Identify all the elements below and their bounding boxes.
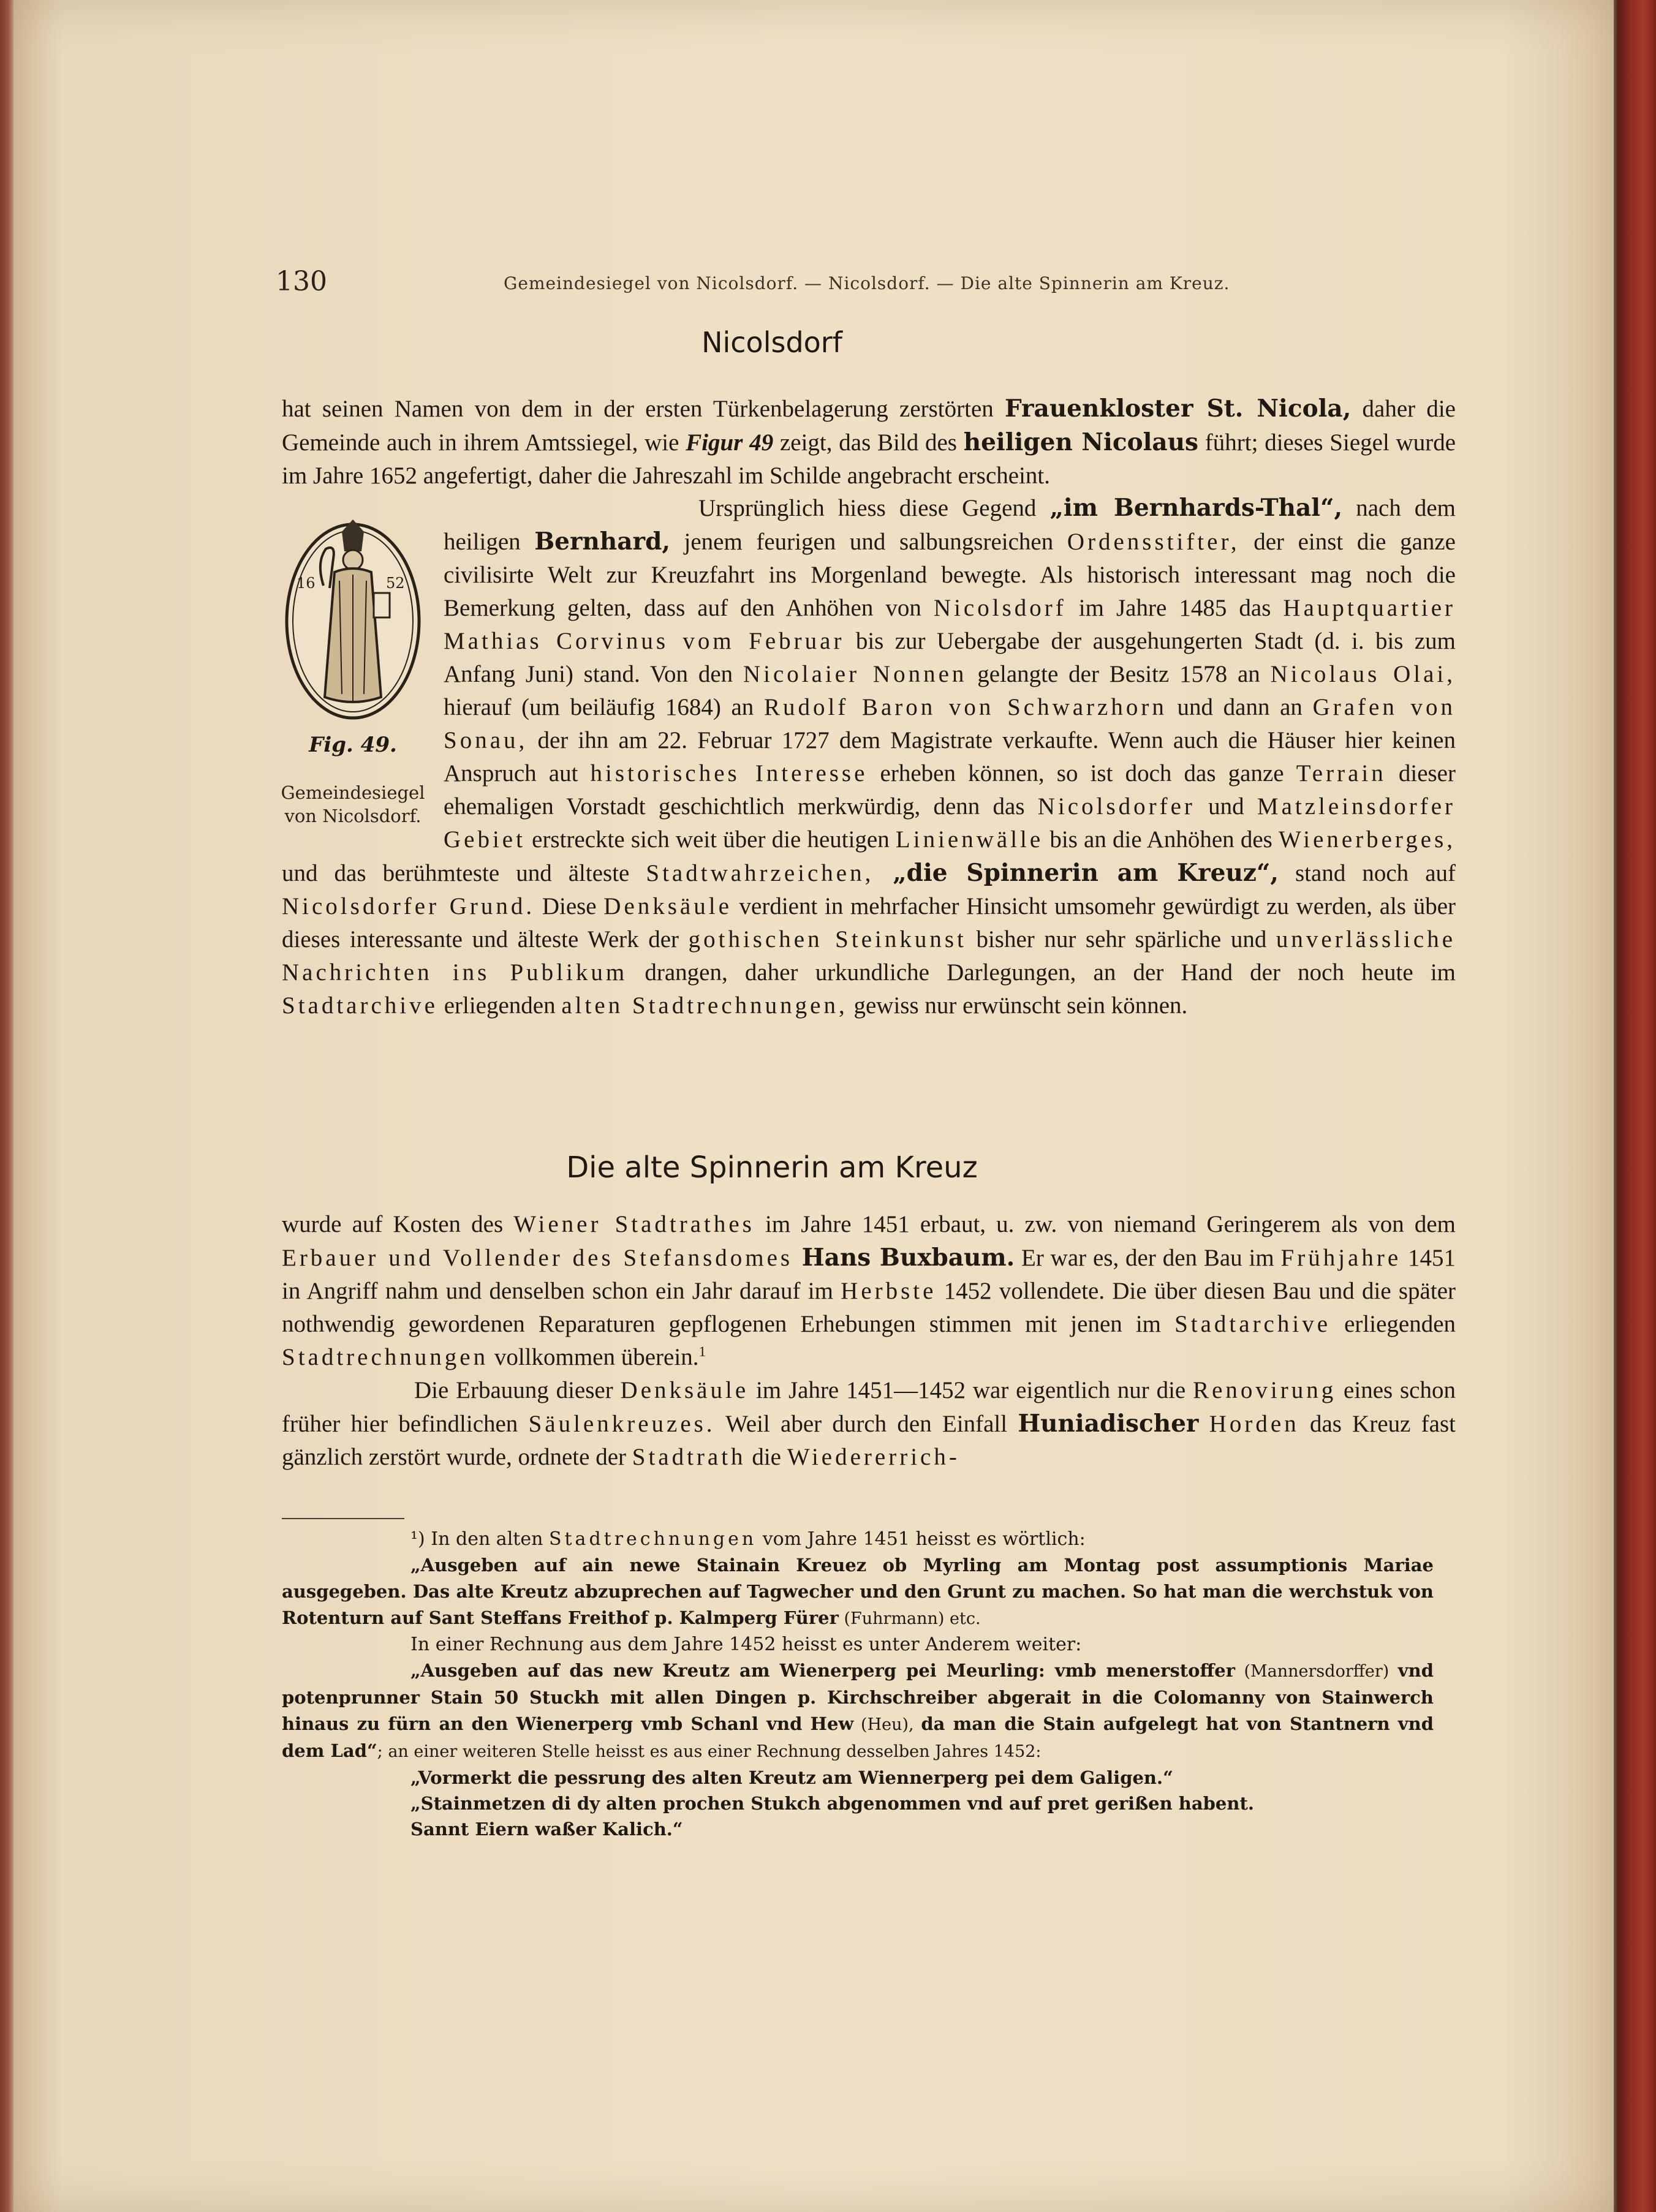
running-title: Gemeindesiegel von Nicolsdorf. — Nicolsdorf. — Die alte Spinnerin am Kreuz. [504, 273, 1230, 293]
seal-year-right: 52 [386, 575, 405, 592]
footnote-2-quote: „Ausgeben auf das new Kreutz am Wienerperg pei Meurling: vmb menerstoffer (Mannersdorffer) vnd potenprunner Stain 50 Stuckh mit allen Dingen p. Kirchschreiber abgerait in die Colomanny von Stainwerch hinaus zu fürn an den Wienerperg vmb Schanl vnd Hew (Heu), da man die Stain aufgelegt hat von Stantnern vnd dem Lad“; an einer weiteren Stelle heisst es aus einer Rechnung desselben Jahres 1452: [282, 1660, 1434, 1761]
footnote-divider [282, 1518, 404, 1519]
footnotes [282, 1527, 1434, 1842]
footnote-1-quote: „Ausgeben auf ain newe Stainain Kreuez ob Myrling am Montag post assumptionis Mariae ausgegeben. Das alte Kreutz abzuprechen auf Tagwecher und den Grunt zu machen. So hat man die werchstuk von Rotenturn auf Sant Steffans Freithof p. Kalmperg Fürer (Fuhrmann) etc. [282, 1555, 1434, 1628]
section2-body: wurde auf Kosten des Wiener Stadtrathes im Jahre 1451 erbaut, u. zw. von niemand Geringerem als von dem Erbauer und Vollender des Stefansdomes Hans Buxbaum. Er war es, der den Bau im Frühjahre 1451 in Angriff nahm und denselben schon ein Jahr darauf im Herbste 1452 vollendete. Die über diesen Bau und die später nothwendig gewordenen Reparaturen gepflogenen Erhebungen stimmen mit jenen im Stadtarchive erliegenden Stadtrechnungen vollkommen überein.$^1$ Die Erbauung dieser Denksäule im Jahre 1451—1452 war eigentlich nur die Renovirung eines schon früher hier befindlichen Säulenkreuzes. Weil aber durch den Einfall Huniadischer Horden das Kreuz fast gänzlich zerstört wurde, ordnete der Stadtrath die Wiedererrich- [282, 1211, 1456, 1470]
footnote-marker: 1 [698, 1344, 706, 1360]
book-spine-edge [0, 0, 13, 2212]
footnote-1-intro: ¹) In den alten Stadtrechnungen vom Jahre 1451 heisst es wörtlich: [410, 1528, 1086, 1550]
section-title-spinnerin: Die alte Spinnerin am Kreuz [566, 1150, 978, 1185]
footnote-4a: „Stainmetzen di dy alten prochen Stukch abgenommen vnd auf pret gerißen habent. [410, 1793, 1254, 1814]
footnote-3: „Vormerkt die pessrung des alten Kreutz am Wiennerperg pei dem Galigen.“ [410, 1767, 1173, 1788]
section1-paragraph1: hat seinen Namen von dem in der ersten Türkenbelagerung zerstörten Frauenkloster St. Nicola, daher die Gemeinde auch in ihrem Amtssiegel, wie Figur 49 zeigt, das Bild des heiligen Nicolaus führt; dieses Siegel wurde im Jahre 1652 angefertigt, daher die Jahreszahl im Schilde angebracht erscheint. [282, 394, 1456, 489]
section-title-nicolsdorf: Nicolsdorf [701, 326, 842, 359]
page-number: 130 [276, 266, 327, 297]
footnote-2-intro: In einer Rechnung aus dem Jahre 1452 heisst es unter Anderem weiter: [410, 1634, 1082, 1655]
footnote-4b: Sannt Eiern waßer Kalich.“ [410, 1819, 683, 1840]
figure-caption: Gemeindesiegel von Nicolsdorf. [281, 782, 425, 826]
seal-year-left: 16 [297, 575, 316, 592]
section1-paragraph2: Ursprünglich hiess diese Gegend „im Bernhards-Thal“, nach dem heiligen Bernhard, jenem feurigen und salbungsreichen Ordensstifter, der einst die ganze civilisirte Welt zur Kreuzfahrt ins Morgenland bewegte. Als historisch interessant mag noch die Bemerkung gelten, dass auf den Anhöhen von Nicolsdorf im Jahre 1485 das Hauptquartier Mathias Corvinus vom Februar bis zur Uebergabe der ausgehungerten Stadt (d. i. bis zum Anfang Juni) stand. Von den Nicolaier Nonnen gelangte der Besitz 1578 an Nicolaus Olai, hierauf (um beiläufig 1684) an Rudolf Baron von Schwarzhorn und dann an Grafen von Sonau, der ihn am 22. Februar 1727 dem Magistrate verkaufte. Wenn auch die Häuser hier keinen Anspruch aut historisches Interesse erheben können, so ist doch das ganze Terrain dieser ehemaligen Vorstadt geschichtlich merkwürdig, denn das Nicolsdorfer und Matzleinsdorfer Gebiet erstreckte sich weit über die heutigen Linienwälle bis an die Anhöhen des Wienerberges, und das berühmteste und älteste Stadtwahrzeichen, „die Spinnerin am Kreuz“, stand noch auf Nicolsdorfer Grund. Diese Denksäule verdient in mehrfacher Hinsicht umsomehr gewürdigt zu werden, als über dieses interessante und älteste Werk der gothischen Steinkunst bisher nur sehr spärliche und unverlässliche Nachrichten ins Publikum drangen, daher urkundliche Darlegungen, an der Hand der noch heute im Stadtarchive erliegenden alten Stadtrechnungen, gewiss nur erwünscht sein können. [282, 494, 1456, 1019]
running-header [276, 266, 1231, 303]
book-cover-edge [1614, 0, 1656, 2212]
figure-label: Fig. 49. [309, 733, 397, 757]
